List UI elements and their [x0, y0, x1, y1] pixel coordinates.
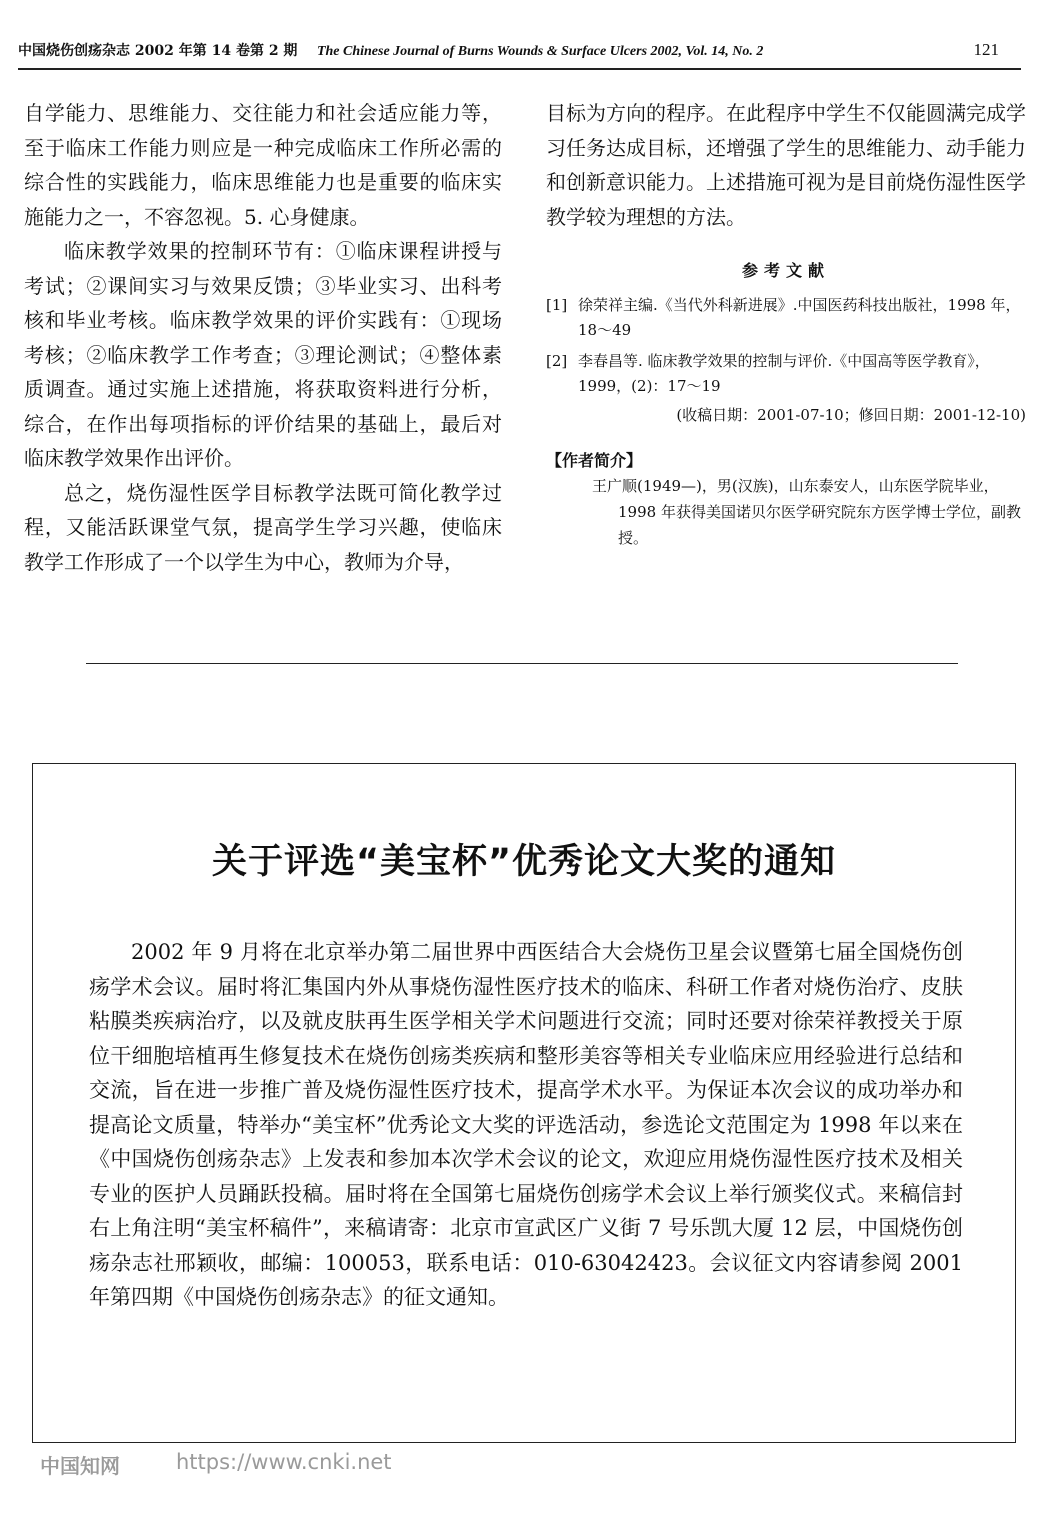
reference-number: [1] [546, 295, 568, 314]
body-paragraph: 目标为方向的程序。在此程序中学生不仅能圆满完成学习任务达成目标，还增强了学生的思维能力、动手能力和创新意识能力。上述措施可视为是目前烧伤湿性医学教学较为理想的方法。 [546, 101, 1026, 229]
section-divider [86, 663, 958, 664]
running-header [18, 40, 808, 60]
body-paragraph: 自学能力、思维能力、交往能力和社会适应能力等，至于临床工作能力则应是一种完成临床工作所必需的综合性的实践能力，临床思维能力也是重要的临床实施能力之一，不容忽视。5. 心身健康。 [24, 101, 502, 229]
author-bio: 王广顺(1949—)，男(汉族)，山东泰安人，山东医学院毕业，1998 年获得美国诺贝尔医学研究院东方医学博士学位，副教授。 [592, 476, 1021, 547]
cnki-logo: 中国知网 [40, 1454, 120, 1478]
reference-number: [2] [546, 351, 568, 370]
reference-item [546, 349, 1026, 399]
notice-box [32, 763, 1016, 1443]
references-heading: 参考文献 [741, 261, 830, 280]
reference-item [546, 293, 1026, 343]
header-rule [18, 68, 1021, 70]
reference-text: 李春昌等. 临床教学效果的控制与评价.《中国高等医学教育》，1999，(2)：17～19 [578, 351, 990, 395]
left-column [24, 96, 502, 579]
journal-name-en: The Chinese Journal of Burns Wounds & Surface Ulcers 2002, Vol. 14, No. 2 [316, 44, 764, 59]
received-date: (收稿日期：2001-07-10；修回日期：2001-12-10) [676, 405, 1026, 424]
right-column [546, 96, 1026, 551]
body-paragraph: 总之，烧伤湿性医学目标教学法既可简化教学过程，又能活跃课堂气氛，提高学生学习兴趣，使临床教学工作形成了一个以学生为中心，教师为介导， [24, 480, 502, 574]
cnki-url[interactable]: https://www.cnki.net [176, 1450, 392, 1474]
notice-body: 2002 年 9 月将在北京举办第二届世界中西医结合大会烧伤卫星会议暨第七届全国烧伤创疡学术会议。届时将汇集国内外从事烧伤湿性医疗技术的临床、科研工作者对烧伤治疗、皮肤粘膜类疾病治疗，以及就皮肤再生医学相关学术问题进行交流；同时还要对徐荣祥教授关于原位干细胞培植再生修复技术在烧伤创疡类疾病和整形美容等相关专业临床应用经验进行总结和交流，旨在进一步推广普及烧伤湿性医疗技术，提高学术水平。为保证本次会议的成功举办和提高论文质量，特举办“美宝杯”优秀论文大奖的评选活动，参选论文范围定为 1998 年以来在《中国烧伤创疡杂志》上发表和参加本次学术会议的论文，欢迎应用烧伤湿性医疗技术及相关专业的医护人员踊跃投稿。届时将在全国第七届烧伤创疡学术会议上举行颁奖仪式。来稿信封右上角注明“美宝杯稿件”，来稿请寄：北京市宣武区广义街 7 号乐凯大厦 12 层，中国烧伤创疡杂志社邢颖收，邮编：100053，联系电话：010-63042423。会议征文内容请参阅 2001 年第四期《中国烧伤创疡杂志》的征文通知。 [89, 940, 963, 1309]
body-paragraph: 临床教学效果的控制环节有：①临床课程讲授与考试；②课间实习与效果反馈；③毕业实习、出科考核和毕业考核。临床教学效果的评价实践有：①现场考核；②临床教学工作考查；③理论测试；④整体素质调查。通过实施上述措施，将获取资料进行分析，综合，在作出每项指标的评价结果的基础上，最后对临床教学效果作出评价。 [24, 239, 502, 470]
journal-name-cn: 中国烧伤创疡杂志 2002 年第 14 卷第 2 期 [18, 43, 298, 59]
author-bio-label: 【作者简介】 [546, 450, 643, 470]
reference-text: 徐荣祥主编.《当代外科新进展》.中国医药科技出版社，1998 年，18～49 [578, 295, 1021, 339]
notice-title: 关于评选“美宝杯”优秀论文大奖的通知 [211, 842, 836, 882]
page-number: 121 [973, 40, 999, 59]
